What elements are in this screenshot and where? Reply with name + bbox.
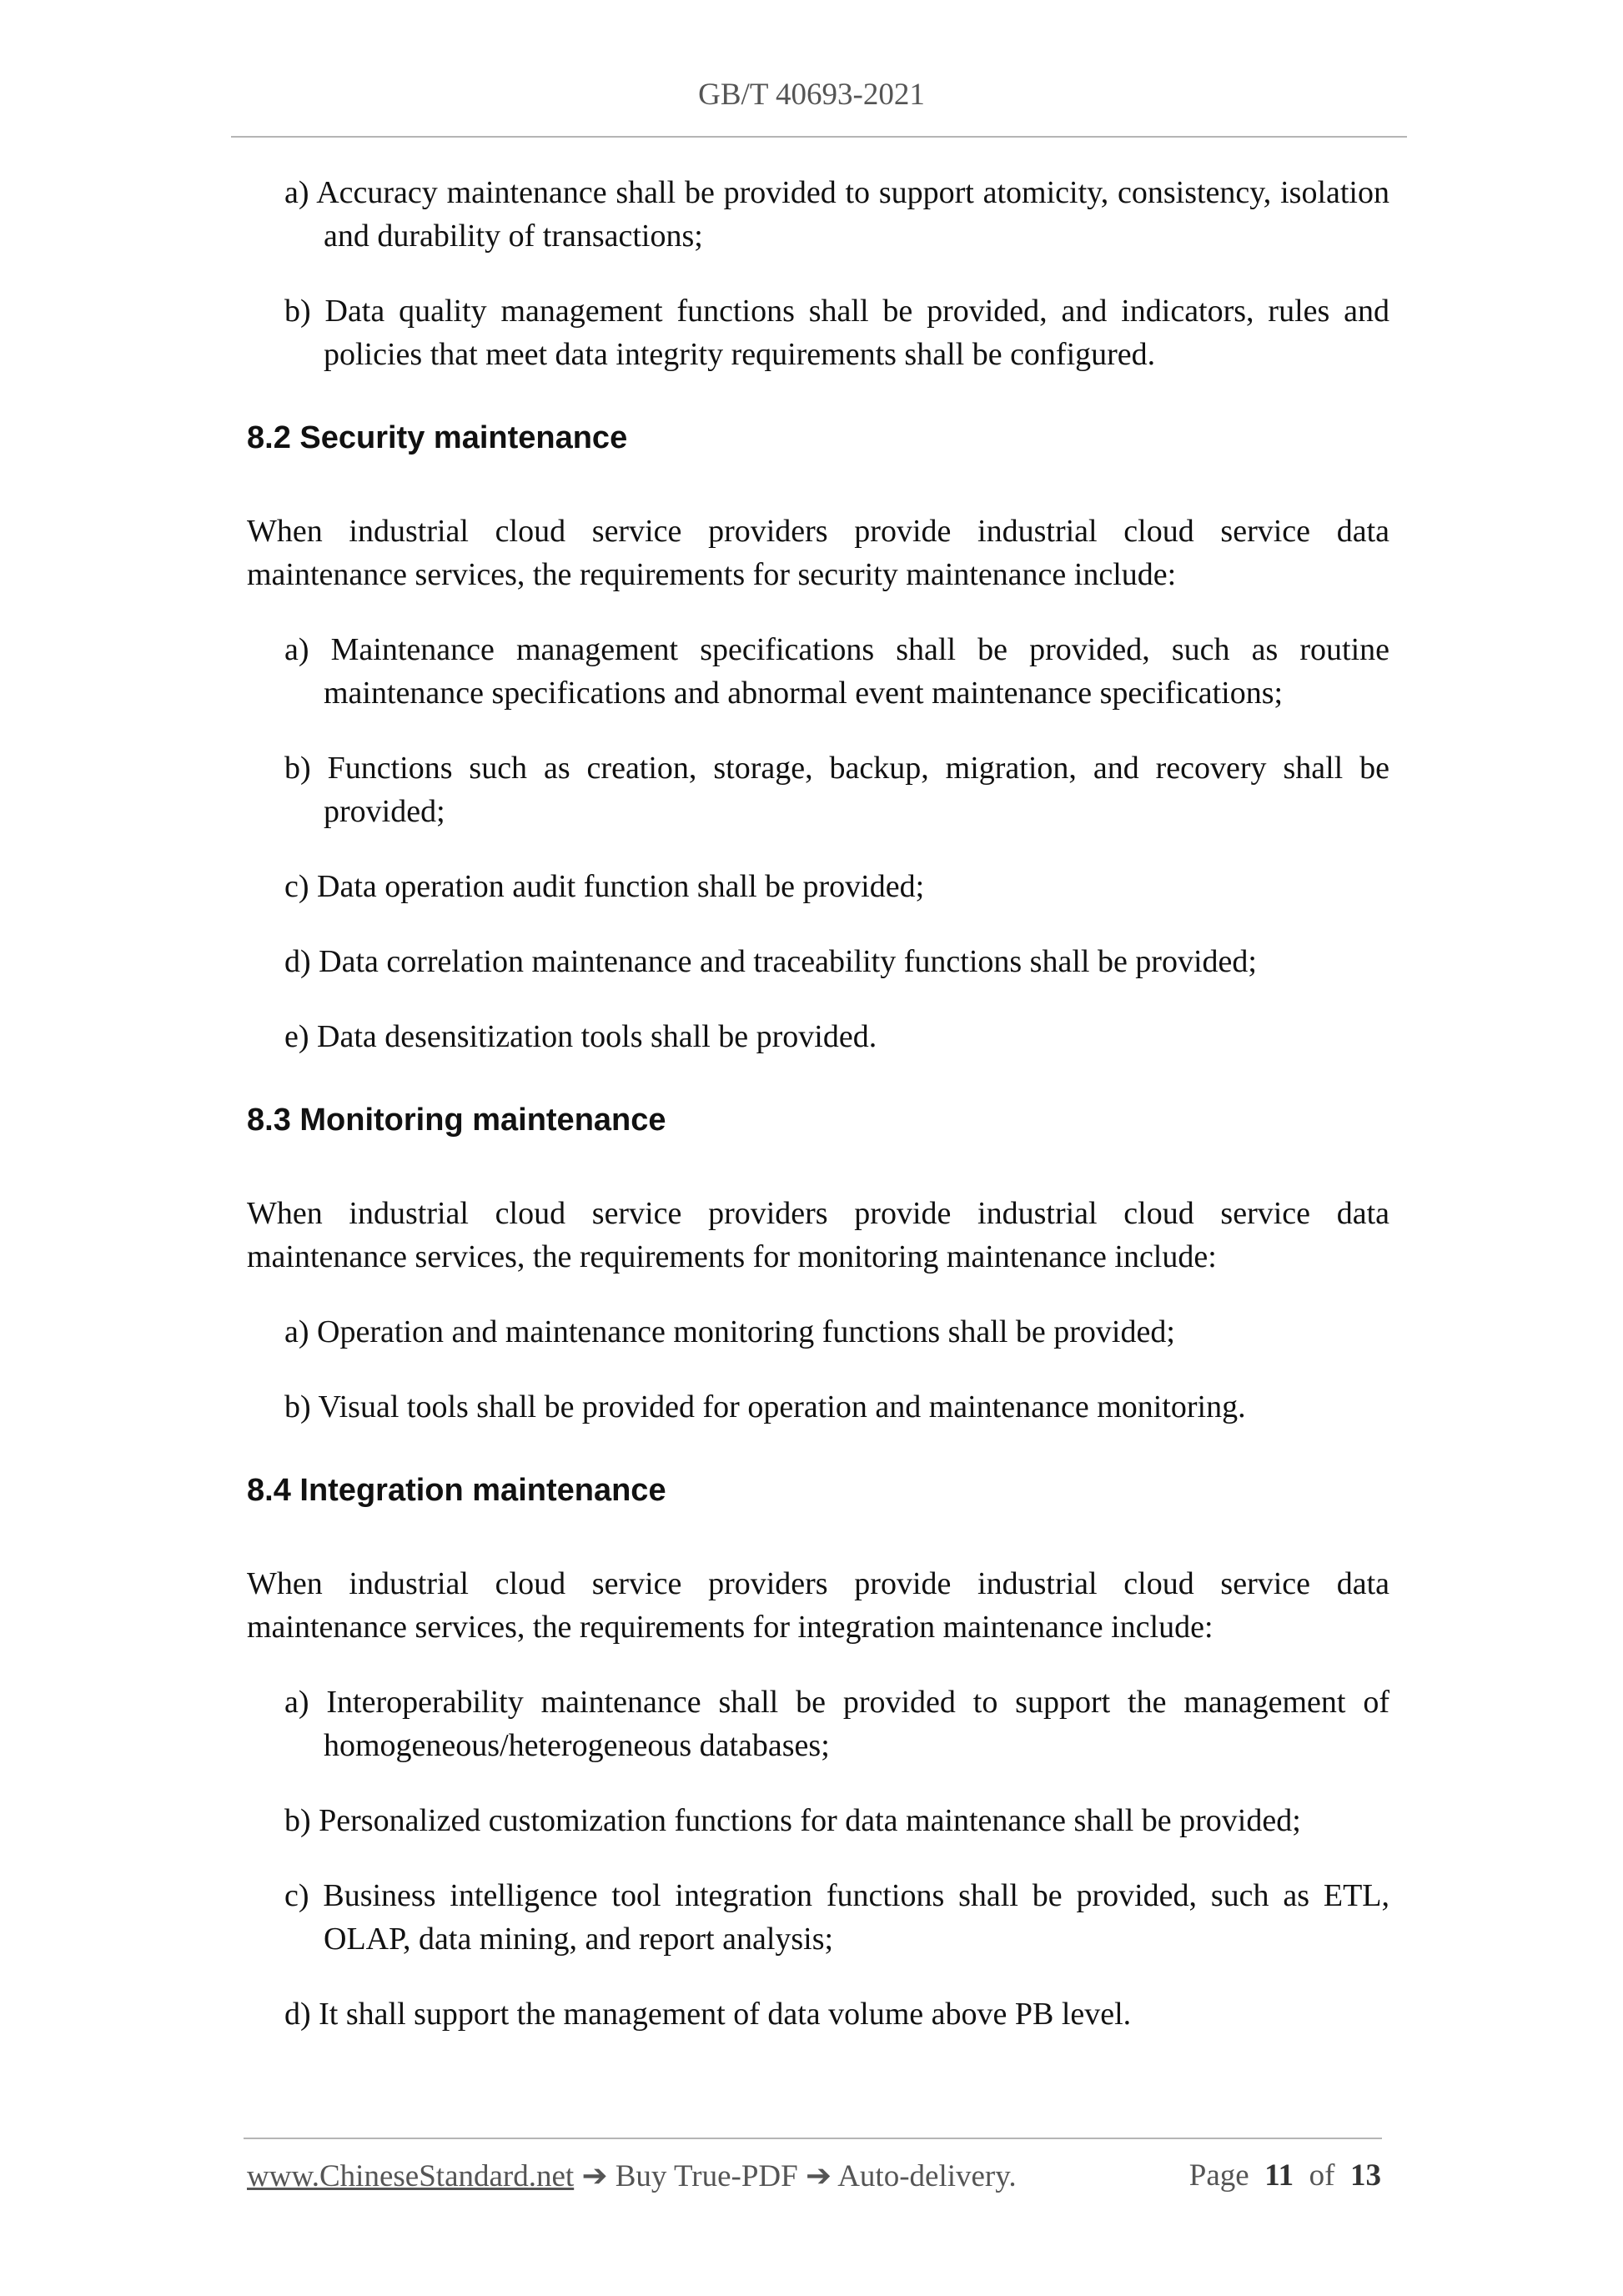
page-label: Page	[1188, 2158, 1249, 2193]
list-item: d) It shall support the management of data volume above PB level.	[284, 1997, 1132, 2032]
list-item: a) Operation and maintenance monitoring functions shall be provided;	[284, 1314, 1175, 1349]
footer-divider	[244, 2138, 1382, 2139]
section-intro: When industrial cloud service providers provide industrial cloud service data maintenance services, the requirements for security maintenance include:	[247, 514, 1389, 592]
section-heading-integration: 8.4 Integration maintenance	[247, 1473, 666, 1508]
section-heading-security: 8.2 Security maintenance	[247, 420, 628, 455]
list-item: a) Maintenance management specifications shall be provided, such as routine maintenance specifications and abnormal event maintenance specifications;	[284, 632, 1389, 711]
page-indicator	[1189, 2158, 1381, 2193]
list-item: b) Functions such as creation, storage, backup, migration, and recovery shall be provided;	[284, 751, 1389, 829]
list-item: e) Data desensitization tools shall be provided.	[284, 1019, 877, 1054]
list-item: b) Personalized customization functions for data maintenance shall be provided;	[284, 1803, 1301, 1838]
buy-true-pdf-text: Buy True-PDF	[615, 2159, 798, 2193]
header-divider	[231, 136, 1407, 138]
list-item: b) Visual tools shall be provided for operation and maintenance monitoring.	[284, 1389, 1246, 1424]
section-intro: When industrial cloud service providers provide industrial cloud service data maintenance services, the requirements for monitoring maintenance include:	[247, 1196, 1389, 1274]
list-item: b) Data quality management functions shall be provided, and indicators, rules and policies that meet data integrity requirements shall be configured.	[284, 294, 1389, 372]
total-pages-number: 13	[1350, 2158, 1381, 2193]
arrow-right-icon: ➔	[805, 2159, 832, 2193]
section-intro: When industrial cloud service providers provide industrial cloud service data maintenance services, the requirements for integration maintenance include:	[247, 1566, 1389, 1645]
of-label: of	[1309, 2158, 1335, 2193]
website-link[interactable]: www.ChineseStandard.net	[247, 2159, 575, 2193]
document-code-header: GB/T 40693-2021	[698, 78, 925, 112]
document-body	[247, 171, 1389, 2067]
list-item: d) Data correlation maintenance and traceability functions shall be provided;	[284, 944, 1257, 979]
list-item: a) Accuracy maintenance shall be provided to support atomicity, consistency, isolation and durability of transactions;	[284, 175, 1389, 254]
page-footer	[247, 2158, 1381, 2194]
auto-delivery-text: Auto-delivery.	[837, 2159, 1017, 2193]
arrow-right-icon: ➔	[581, 2159, 608, 2193]
section-heading-monitoring: 8.3 Monitoring maintenance	[247, 1103, 666, 1138]
list-item: a) Interoperability maintenance shall be provided to support the management of homogeneous/heterogeneous databases;	[284, 1685, 1389, 1763]
list-item: c) Data operation audit function shall be provided;	[284, 869, 925, 904]
list-item: c) Business intelligence tool integration functions shall be provided, such as ETL, OLAP, data mining, and report analysis;	[284, 1878, 1389, 1957]
current-page-number: 11	[1264, 2158, 1294, 2193]
